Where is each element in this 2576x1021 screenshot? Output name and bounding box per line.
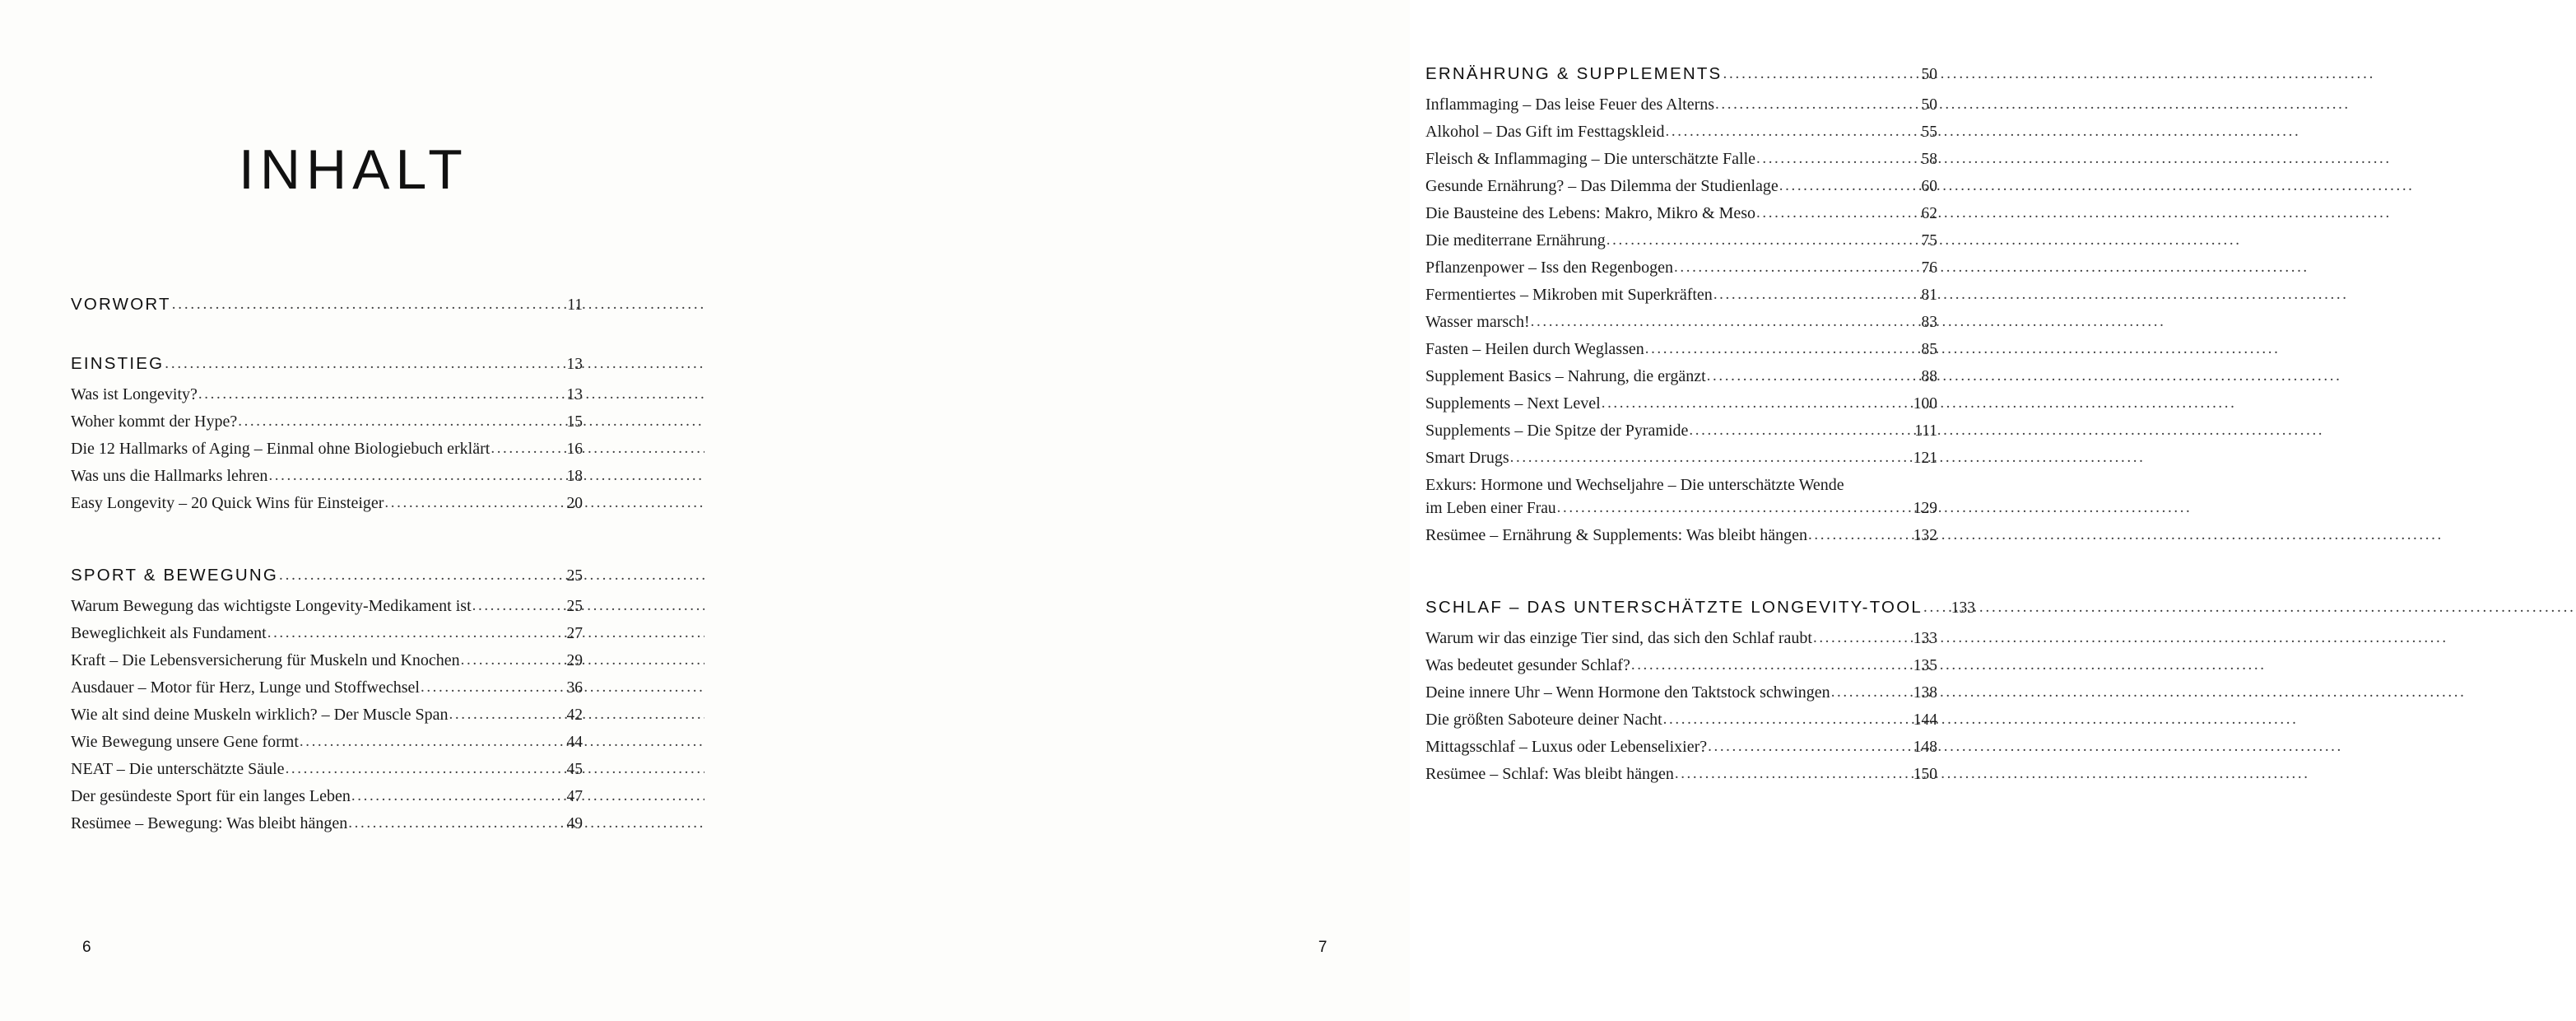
toc-section-label: SCHLAF – DAS UNTERSCHÄTZTE LONGEVITY-TOOL: [1425, 598, 1923, 617]
dot-leader: [238, 413, 537, 431]
toc-entry-label-line2: im Leben einer Frau: [1425, 500, 1556, 517]
toc-entry-row[interactable]: [71, 814, 583, 833]
toc-entry-page: 100: [1913, 395, 1937, 413]
toc-entry-page: 150: [1913, 766, 1937, 783]
toc-entry-label: Deine innere Uhr – Wenn Hormone den Taktstock schwingen: [1425, 683, 1830, 702]
toc-entry-page: 132: [1913, 527, 1937, 544]
dot-leader: [491, 440, 537, 458]
toc-entry-row[interactable]: [71, 678, 583, 697]
toc-entry-label: Kraft – Die Lebensversicherung für Muskeln und Knochen: [71, 651, 460, 669]
toc-group-einstieg: [71, 354, 583, 513]
toc-entry-row[interactable]: [71, 787, 583, 806]
toc-entry-label: Fleisch & Inflammaging – Die unterschätzte Falle: [1425, 150, 1755, 168]
toc-entry-row[interactable]: [1425, 711, 1937, 730]
toc-entry-page: 81: [1921, 287, 1937, 304]
toc-entry-label: Die Bausteine des Lebens: Makro, Mikro & Meso: [1425, 204, 1756, 222]
dot-leader: [286, 760, 537, 778]
toc-entry-label: Resümee – Ernährung & Supplements: Was bleibt hängen: [1425, 526, 1808, 544]
toc-entry-label: Inflammaging – Das leise Feuer des Alterns: [1425, 96, 1715, 114]
right-page: [704, 0, 1975, 1021]
toc-entry-page: 27: [566, 625, 583, 642]
folio-left: 6: [82, 939, 92, 956]
toc-entry-label: Resümee – Schlaf: Was bleibt hängen: [1425, 765, 1674, 783]
toc-entry-row[interactable]: [71, 733, 583, 752]
toc-entry-row[interactable]: [71, 651, 583, 670]
dot-leader: [1723, 65, 1892, 83]
toc-left-column: [71, 295, 583, 833]
toc-section-label: EINSTIEG: [71, 354, 165, 373]
dot-leader: [300, 733, 537, 751]
toc-entry-row[interactable]: [1425, 286, 1937, 305]
toc-entry-row[interactable]: [1425, 204, 1937, 223]
toc-entry-row[interactable]: [1425, 449, 1937, 468]
toc-entry-row[interactable]: [71, 413, 583, 431]
folio-right: 7: [1318, 939, 1328, 956]
toc-entry-label: Woher kommt der Hype?: [71, 413, 238, 431]
toc-entry-row[interactable]: [71, 385, 583, 404]
dot-leader: [461, 651, 537, 669]
dot-leader: [1663, 711, 1892, 729]
toc-entry-page: 29: [566, 652, 583, 669]
toc-entry-label: Fermentiertes – Mikroben mit Superkräften: [1425, 286, 1713, 304]
toc-entry-row[interactable]: [1425, 313, 1937, 332]
toc-entry-page: 121: [1913, 450, 1937, 467]
toc-entry-label: Fasten – Heilen durch Weglassen: [1425, 340, 1644, 358]
toc-entry-page: 144: [1913, 711, 1937, 729]
toc-entry-label: Easy Longevity – 20 Quick Wins für Einsteiger: [71, 494, 384, 512]
dot-leader: [1666, 123, 1892, 141]
toc-entry-page: 13: [566, 386, 583, 403]
toc-entry-row[interactable]: [1425, 683, 1937, 702]
left-page: [0, 0, 704, 1021]
dot-leader: [1607, 231, 1892, 249]
toc-entry-page: 111: [1914, 422, 1937, 440]
toc-entry-row[interactable]: [1425, 765, 1937, 784]
toc-entry-page: 58: [1921, 151, 1937, 168]
toc-entry-row[interactable]: [1425, 394, 1937, 413]
toc-entry-row[interactable]: [1425, 123, 1937, 142]
dot-leader: [1756, 150, 1892, 168]
group-spacer: [71, 339, 583, 354]
dot-leader: [1707, 367, 1892, 385]
dot-leader: [348, 814, 537, 832]
toc-section-label: ERNÄHRUNG & SUPPLEMENTS: [1425, 64, 1723, 83]
toc-right-column: [1425, 64, 1975, 784]
toc-entry-page: 88: [1921, 368, 1937, 385]
toc-entry-label: Warum wir das einzige Tier sind, das sich den Schlaf raubt: [1425, 629, 1812, 647]
toc-entry-label: Warum Bewegung das wichtigste Longevity-Medikament ist: [71, 597, 472, 615]
toc-entry-label: Was bedeutet gesunder Schlaf?: [1425, 656, 1630, 674]
toc-entry-row[interactable]: [1425, 231, 1937, 250]
toc-entry-page: 60: [1921, 178, 1937, 195]
toc-entry-page: 55: [1921, 124, 1937, 141]
toc-entry-row[interactable]: [71, 494, 583, 513]
toc-entry-page: 138: [1913, 684, 1937, 702]
toc-entry-row[interactable]: [1425, 340, 1937, 359]
toc-entry-label: Die 12 Hallmarks of Aging – Einmal ohne Biologiebuch erklärt: [71, 440, 491, 458]
dot-leader: [165, 355, 537, 373]
toc-section-row[interactable]: [1425, 598, 1975, 618]
toc-section-row[interactable]: [71, 295, 583, 315]
dot-leader: [198, 385, 537, 403]
toc-entry-row[interactable]: [71, 467, 583, 486]
toc-entry-page: 76: [1921, 259, 1937, 277]
dot-leader: [279, 566, 537, 585]
toc-entry-row[interactable]: [1425, 150, 1937, 169]
toc-entry-page: 62: [1921, 205, 1937, 222]
toc-entry-label: Supplements – Die Spitze der Pyramide: [1425, 422, 1689, 440]
dot-leader: [1631, 656, 1892, 674]
toc-entry-label: Beweglichkeit als Fundament: [71, 624, 267, 642]
dot-leader: [1689, 422, 1892, 440]
dot-leader: [384, 494, 537, 512]
toc-entry-label: Gesunde Ernährung? – Das Dilemma der Studienlage: [1425, 177, 1779, 195]
toc-entry-row[interactable]: [71, 597, 583, 616]
toc-entry-label: Supplements – Next Level: [1425, 394, 1601, 413]
toc-entry-label: Smart Drugs: [1425, 449, 1509, 467]
toc-entry-page: 36: [566, 679, 583, 697]
dot-leader: [1674, 259, 1892, 277]
toc-entry-page: 42: [566, 706, 583, 724]
dot-leader: [1645, 340, 1892, 358]
page-title: INHALT: [239, 138, 468, 201]
group-spacer: [1425, 570, 1937, 598]
toc-entry-label: Die mediterrane Ernährung: [1425, 231, 1606, 249]
toc-entry-row[interactable]: [71, 760, 583, 779]
toc-entry-row[interactable]: [1425, 526, 1937, 545]
dot-leader: [172, 296, 537, 314]
toc-group-sport: [71, 566, 583, 833]
toc-entry-label: Ausdauer – Motor für Herz, Lunge und Stoffwechsel: [71, 678, 420, 697]
toc-entry-page: 20: [566, 495, 583, 512]
toc-entry-page: 16: [566, 441, 583, 458]
toc-entry-page: 133: [1913, 630, 1937, 647]
toc-section-page: 50: [1921, 66, 1937, 83]
toc-entry-page: 83: [1921, 314, 1937, 331]
dot-leader: [1531, 313, 1892, 331]
toc-entry-label: Pflanzenpower – Iss den Regenbogen: [1425, 259, 1674, 277]
dot-leader: [472, 597, 537, 615]
toc-entry-row[interactable]: [1425, 367, 1937, 386]
dot-leader: [1808, 526, 1892, 544]
toc-entry-page: 18: [566, 468, 583, 485]
dot-leader: [1831, 683, 1892, 702]
toc-entry-page: 25: [566, 598, 583, 615]
toc-entry-label: Alkohol – Das Gift im Festtagskleid: [1425, 123, 1665, 141]
toc-entry-page: 44: [566, 734, 583, 751]
toc-section-row[interactable]: [71, 354, 583, 374]
dot-leader: [449, 706, 537, 724]
dot-leader: [1602, 394, 1892, 413]
toc-entry-label: Was ist Longevity?: [71, 385, 198, 403]
toc-entry-label: Wasser marsch!: [1425, 313, 1530, 331]
toc-section-label: SPORT & BEWEGUNG: [71, 566, 279, 585]
toc-entry-page: 85: [1921, 341, 1937, 358]
toc-entry-label: Resümee – Bewegung: Was bleibt hängen: [71, 814, 348, 832]
toc-entry-page: 75: [1921, 232, 1937, 249]
toc-entry-row[interactable]: [1425, 656, 1937, 675]
toc-entry-row[interactable]: [1425, 259, 1937, 277]
toc-entry-row-wrapped[interactable]: [1425, 476, 1937, 518]
toc-entry-label: NEAT – Die unterschätzte Säule: [71, 760, 285, 778]
toc-section-page: 13: [566, 356, 583, 373]
toc-section-page: 11: [567, 296, 583, 314]
toc-entry-page: 50: [1921, 96, 1937, 114]
toc-entry-page: 47: [566, 788, 583, 805]
dot-leader: [1675, 765, 1892, 783]
toc-entry-row[interactable]: [1425, 422, 1937, 441]
toc-section-label: VORWORT: [71, 295, 171, 314]
toc-entry-page: 15: [566, 413, 583, 431]
toc-entry-page: 148: [1913, 739, 1937, 756]
dot-leader: [267, 624, 537, 642]
toc-section-page: 25: [566, 567, 583, 585]
dot-leader: [1510, 449, 1892, 467]
toc-entry-row[interactable]: [1425, 177, 1937, 196]
toc-group-schlaf: [1425, 598, 1975, 784]
toc-entry-row[interactable]: [71, 440, 583, 459]
toc-entry-label: Wie Bewegung unsere Gene formt: [71, 733, 299, 751]
toc-entry-page: 49: [566, 815, 583, 832]
toc-entry-label-line1: Exkurs: Hormone und Wechseljahre – Die unterschätzte Wende: [1425, 476, 1844, 494]
dot-leader: [351, 787, 537, 805]
toc-entry-label: Der gesündeste Sport für ein langes Leben: [71, 787, 351, 805]
toc-entry-row[interactable]: [1425, 629, 1937, 648]
toc-entry-row[interactable]: [1425, 738, 1937, 757]
dot-leader: [1779, 177, 1892, 195]
toc-entry-row[interactable]: [1425, 96, 1937, 114]
toc-section-page: 133: [1951, 599, 1975, 617]
toc-entry-page: 135: [1913, 657, 1937, 674]
toc-entry-row[interactable]: [71, 624, 583, 643]
dot-leader: [1713, 286, 1892, 304]
toc-entry-label: Supplement Basics – Nahrung, die ergänzt: [1425, 367, 1706, 385]
toc-entry-page: 45: [566, 761, 583, 778]
dot-leader: [1923, 599, 1930, 617]
toc-entry-label: Die größten Saboteure deiner Nacht: [1425, 711, 1662, 729]
toc-entry-row[interactable]: [71, 706, 583, 725]
dot-leader: [1756, 204, 1892, 222]
dot-leader: [268, 467, 537, 485]
toc-section-row[interactable]: [71, 566, 583, 585]
toc-group-ernaehrung: [1425, 64, 1937, 545]
toc-section-row[interactable]: [1425, 64, 1937, 84]
toc-entry-label: Was uns die Hallmarks lehren: [71, 467, 268, 485]
group-spacer: [71, 538, 583, 566]
dot-leader: [1715, 96, 1892, 114]
toc-group-vorwort: [71, 295, 583, 315]
toc-entry-page: 129: [1913, 500, 1937, 517]
dot-leader: [421, 678, 537, 697]
toc-entry-label: Wie alt sind deine Muskeln wirklich? – Der Muscle Span: [71, 706, 449, 724]
toc-entry-label: Mittagsschlaf – Luxus oder Lebenselixier?: [1425, 738, 1708, 756]
dot-leader: [1813, 629, 1892, 647]
dot-leader: [1708, 738, 1892, 756]
dot-leader: [1557, 499, 1892, 517]
